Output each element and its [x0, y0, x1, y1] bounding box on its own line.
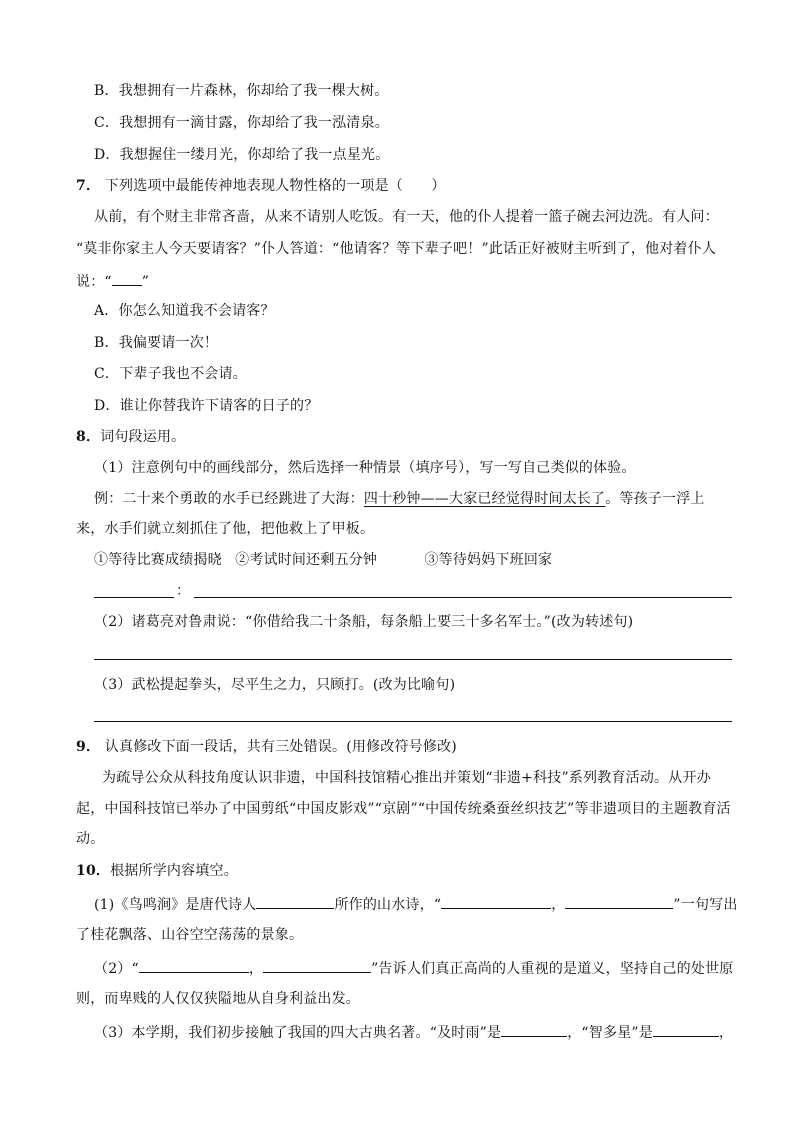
q10-s1-comma: ，: [551, 897, 566, 913]
q8-sub1: （1）注意例句中的画线部分，然后选择一种情景（填序号），写一写自己类似的体验。: [94, 460, 636, 476]
q9-passage-line-2: 起，中国科技馆已举办了中国剪纸“中国皮影戏”“京剧”“中国传统桑蚕丝织技艺”等非遗项目的主题教育活: [76, 801, 731, 817]
q7-option-b: B．我偏要请一次！: [94, 335, 219, 351]
q8-question: [76, 428, 185, 446]
q10-poet-blank[interactable]: [256, 894, 334, 909]
q10-sub1-line-2: 了桂花飘落、山谷空空荡荡的景象。: [76, 927, 304, 943]
q7-quote-open: 说：“: [76, 274, 112, 290]
q10-s3-comma: ，: [718, 1025, 734, 1041]
q10-s1-text-a: (1)《鸟鸣涧》是唐代诗人: [94, 897, 257, 913]
q8-answer-colon: ：: [176, 583, 191, 599]
q8-sub2: （2）诸葛亮对鲁肃说：“你借给我二十条船，每条船上要三十多名军士。”(改为转述句): [94, 614, 634, 630]
q10-s1-text-b: 所作的山水诗，“: [334, 897, 442, 913]
q9-passage-line-1: 为疏导公众从科技角度认识非遗，中国科技馆精心推出并策划“非遗+科技”系列教育活动。从开办: [102, 770, 711, 786]
q10-verse-blank-2[interactable]: [565, 894, 673, 909]
q8-sub3: （3）武松提起拳头，尽平生之力，只顾打。(改为比喻句): [94, 677, 456, 693]
q10-nickname-blank-1[interactable]: [501, 1022, 567, 1037]
q9-question: [76, 738, 457, 756]
q8-scenarios: [94, 551, 552, 569]
q7-quote-close: ”: [141, 274, 150, 290]
q9-number: 9．: [76, 739, 101, 755]
q10-sub2-line-2: 则，而卑贱的人仅仅狭隘地从自身利益出发。: [76, 991, 360, 1007]
q8-example-pre: 例：二十来个勇敢的水手已经跳进了大海：: [94, 491, 364, 507]
q6-option-b: B．我想拥有一片森林，你却给了我一棵大树。: [94, 83, 389, 99]
q6-option-c: C．我想拥有一滴甘露，你却给了我一泓清泉。: [94, 115, 389, 131]
q8-answer-line-3[interactable]: [94, 721, 732, 722]
q8-example-post: 。等孩子一浮上: [605, 491, 705, 507]
q10-s2-text-a: （2）“: [94, 961, 139, 977]
q10-number: 10．: [76, 863, 111, 879]
q10-quote-blank-1[interactable]: [139, 958, 249, 973]
q8-example-line-2: 来，水手们就立刻抓住了他，把他救上了甲板。: [76, 521, 375, 537]
q8-answer-line-2[interactable]: [94, 659, 732, 660]
q8-answer-line-1[interactable]: [194, 597, 732, 598]
q9-stem: 认真修改下面一段话，共有三处错误。(用修改符号修改): [100, 739, 457, 755]
q10-question: [76, 862, 238, 880]
q10-verse-blank-1[interactable]: [441, 894, 551, 909]
q10-nickname-blank-2[interactable]: [653, 1022, 719, 1037]
q10-sub2-line-1: [94, 958, 733, 978]
q10-s2-comma: ，: [248, 961, 264, 977]
q10-s3-text-a: （3）本学期，我们初步接触了我国的四大古典名著。“及时雨”是: [94, 1025, 502, 1041]
q7-option-c: C．下辈子我也不会请。: [94, 366, 247, 382]
q9-passage-line-3: 动。: [76, 831, 105, 847]
q8-example-underlined: 四十秒钟——大家已经觉得时间太长了: [363, 491, 606, 507]
q10-stem: 根据所学内容填空。: [110, 863, 238, 879]
q10-s1-text-d: ”一句写出: [673, 897, 738, 913]
q10-s2-text-c: ”告诉人们真正高尚的人重视的是道义，坚持自己的处世原: [371, 961, 734, 977]
q8-scenario-2: ②考试时间还剩五分钟: [235, 552, 378, 568]
q7-option-a: A．你怎么知道我不会请客？: [94, 303, 275, 319]
q7-passage-line-3: [76, 271, 149, 291]
q7-option-d: D．谁让你替我许下请客的日子的？: [94, 398, 319, 414]
q7-answer-blank[interactable]: [112, 271, 142, 286]
q8-scenario-1: ①等待比赛成绩揭晓: [94, 552, 222, 568]
q7-question: [76, 177, 446, 195]
q8-scenario-3: ③等待妈妈下班回家: [424, 552, 553, 568]
q7-passage-line-2: “莫非你家主人今天要请客？”仆人答道：“他请客？等下辈子吧！”此话正好被财主听到了，他对着仆人: [76, 241, 717, 257]
q7-passage-line-1: 从前，有个财主非常吝啬，从来不请别人吃饭。有一天，他的仆人提着一篮子碗去河边洗。有人问：: [94, 209, 719, 225]
q6-option-d: D．我想握住一缕月光，你却给了我一点星光。: [94, 147, 390, 163]
q7-number: 7．: [76, 178, 101, 194]
q10-sub1-line-1: [94, 894, 738, 914]
q8-example-line-1: [94, 490, 705, 508]
q10-quote-blank-2[interactable]: [263, 958, 371, 973]
q8-stem: 词句段运用。: [100, 429, 186, 445]
q7-stem: 下列选项中最能传神地表现人物性格的一项是（ ）: [100, 178, 446, 194]
q8-scenario-number-blank[interactable]: [94, 597, 174, 598]
q10-sub3-line-1: [94, 1022, 733, 1042]
q10-s3-text-b: ，“智多星”是: [567, 1025, 653, 1041]
q8-number: 8．: [76, 429, 101, 445]
